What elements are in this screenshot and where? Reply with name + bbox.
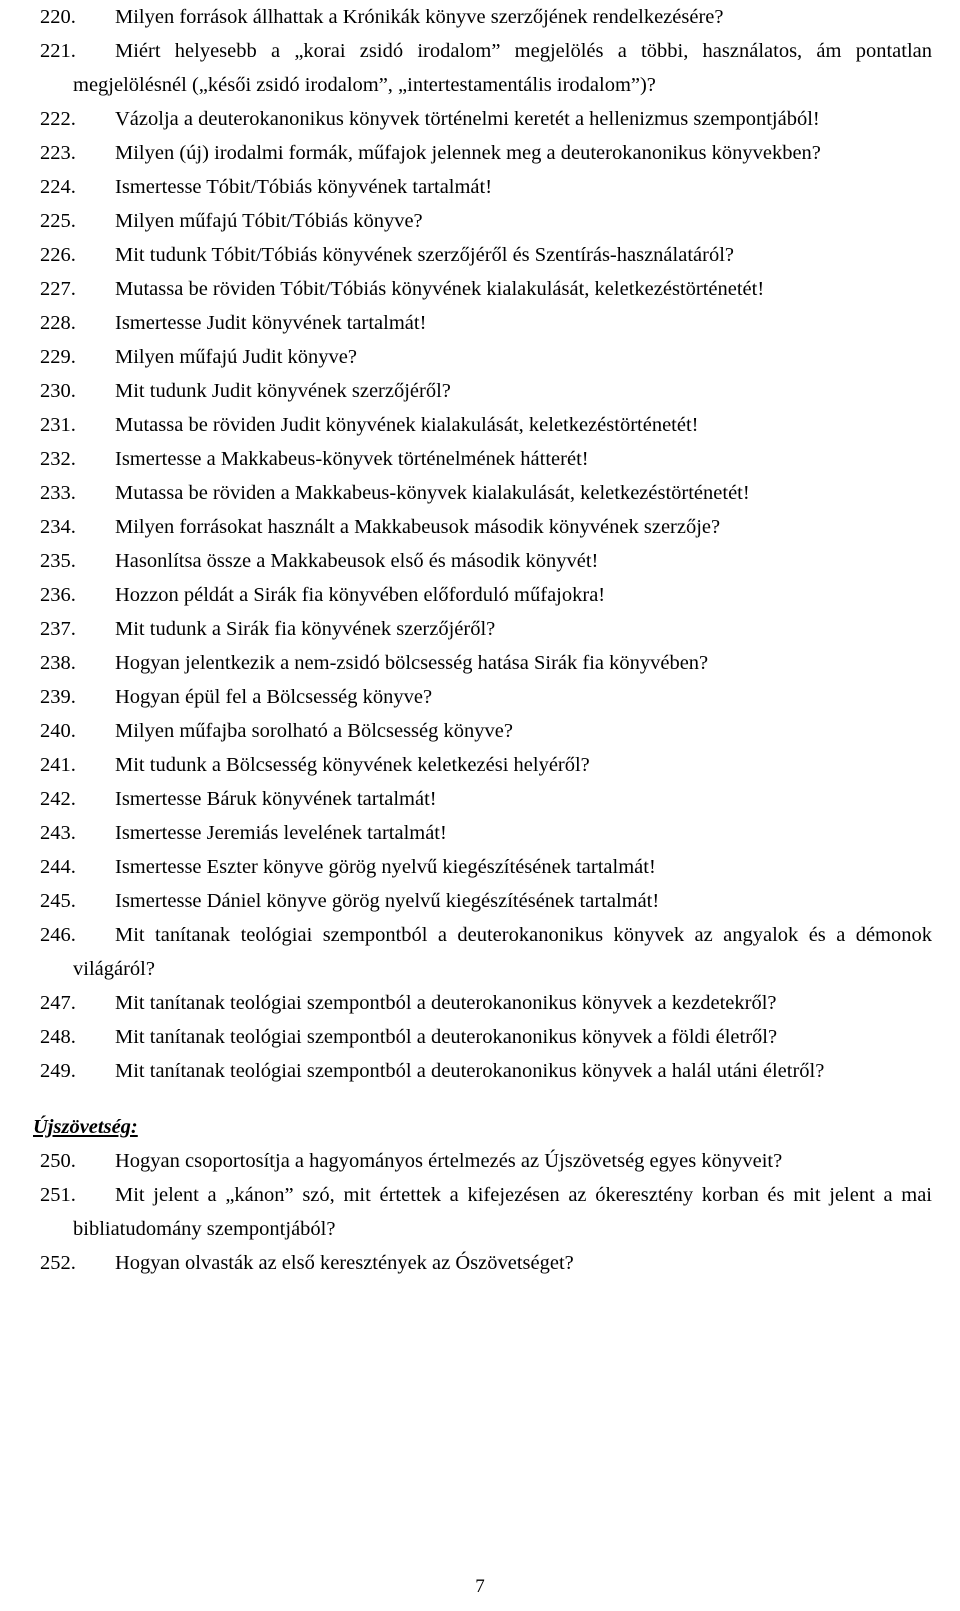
question-item <box>40 238 932 272</box>
question-number: 232. <box>40 448 76 470</box>
question-number: 250. <box>40 1150 76 1172</box>
question-text: Vázolja a deuterokanonikus könyvek történelmi keretét a hellenizmus szempontjából! <box>115 108 820 130</box>
question-number: 241. <box>40 754 76 776</box>
question-text: Miért helyesebb a „korai zsidó irodalom” megjelölés a többi, használatos, ám pontatlan megjelölésnél („késői zsidó irodalom”, „intertestamentális irodalom”)? <box>73 40 932 96</box>
question-item <box>40 374 932 408</box>
question-item <box>40 748 932 782</box>
question-item <box>40 442 932 476</box>
question-text: Ismertesse Dániel könyve görög nyelvű kiegészítésének tartalmát! <box>115 890 660 912</box>
question-number: 228. <box>40 312 76 334</box>
question-number: 225. <box>40 210 76 232</box>
question-number: 224. <box>40 176 76 198</box>
question-number: 243. <box>40 822 76 844</box>
question-item <box>40 578 932 612</box>
question-number: 230. <box>40 380 76 402</box>
question-number: 233. <box>40 482 76 504</box>
question-item <box>40 918 932 986</box>
question-number: 237. <box>40 618 76 640</box>
question-text: Mit tudunk Judit könyvének szerzőjéről? <box>115 380 451 402</box>
section-title: Újszövetség: <box>33 1116 138 1138</box>
question-item <box>40 34 932 102</box>
question-text: Mit tanítanak teológiai szempontból a deuterokanonikus könyvek az angyalok és a démonok világáról? <box>73 924 932 980</box>
question-item <box>40 204 932 238</box>
question-text: Mutassa be röviden a Makkabeus-könyvek kialakulását, keletkezéstörténetét! <box>115 482 750 504</box>
question-text: Milyen műfajú Judit könyve? <box>115 346 357 368</box>
question-number: 220. <box>40 6 76 28</box>
question-number: 236. <box>40 584 76 606</box>
question-number: 245. <box>40 890 76 912</box>
question-item <box>40 1246 932 1280</box>
question-list-old-testament <box>40 0 932 1088</box>
page-number: 7 <box>475 1576 485 1597</box>
question-text: Mit tudunk Tóbit/Tóbiás könyvének szerzőjéről és Szentírás-használatáról? <box>115 244 734 266</box>
question-number: 252. <box>40 1252 76 1274</box>
question-text: Ismertesse a Makkabeus-könyvek történelmének hátterét! <box>115 448 589 470</box>
question-text: Mit tanítanak teológiai szempontból a deuterokanonikus könyvek a kezdetekről? <box>115 992 777 1014</box>
question-number: 226. <box>40 244 76 266</box>
question-item <box>40 646 932 680</box>
question-item <box>40 612 932 646</box>
question-item <box>40 680 932 714</box>
question-item <box>40 0 932 34</box>
question-text: Ismertesse Judit könyvének tartalmát! <box>115 312 427 334</box>
question-text: Mutassa be röviden Tóbit/Tóbiás könyvének kialakulását, keletkezéstörténetét! <box>115 278 765 300</box>
question-number: 249. <box>40 1060 76 1082</box>
question-item <box>40 136 932 170</box>
question-number: 238. <box>40 652 76 674</box>
question-text: Ismertesse Báruk könyvének tartalmát! <box>115 788 437 810</box>
question-item <box>40 1178 932 1246</box>
question-text: Milyen forrásokat használt a Makkabeusok második könyvének szerzője? <box>115 516 721 538</box>
question-list-new-testament <box>40 1144 932 1280</box>
question-item <box>40 1144 932 1178</box>
question-item <box>40 986 932 1020</box>
question-text: Hogyan jelentkezik a nem-zsidó bölcsesség hatása Sirák fia könyvében? <box>115 652 709 674</box>
question-item <box>40 272 932 306</box>
question-number: 227. <box>40 278 76 300</box>
question-text: Mit tanítanak teológiai szempontból a deuterokanonikus könyvek a földi életről? <box>115 1026 778 1048</box>
question-text: Ismertesse Eszter könyve görög nyelvű kiegészítésének tartalmát! <box>115 856 656 878</box>
question-text: Mit tudunk a Sirák fia könyvének szerzőjéről? <box>115 618 496 640</box>
question-number: 248. <box>40 1026 76 1048</box>
question-item <box>40 782 932 816</box>
question-text: Mit tanítanak teológiai szempontból a deuterokanonikus könyvek a halál utáni életről? <box>115 1060 825 1082</box>
question-item <box>40 476 932 510</box>
question-text: Hogyan épül fel a Bölcsesség könyve? <box>115 686 433 708</box>
question-item <box>40 884 932 918</box>
question-item <box>40 306 932 340</box>
question-item <box>40 850 932 884</box>
question-number: 235. <box>40 550 76 572</box>
question-text: Hozzon példát a Sirák fia könyvében előforduló műfajokra! <box>115 584 606 606</box>
question-number: 251. <box>40 1184 76 1206</box>
question-item <box>40 714 932 748</box>
question-text: Mit tudunk a Bölcsesség könyvének keletkezési helyéről? <box>115 754 590 776</box>
question-number: 234. <box>40 516 76 538</box>
question-number: 239. <box>40 686 76 708</box>
question-item <box>40 340 932 374</box>
question-number: 221. <box>40 40 76 62</box>
question-item <box>40 544 932 578</box>
question-number: 244. <box>40 856 76 878</box>
document-content <box>33 0 932 1280</box>
question-number: 247. <box>40 992 76 1014</box>
question-text: Mit jelent a „kánon” szó, mit értettek a kifejezésen az ókeresztény korban és mit jelent a mai bibliatudomány szempontjából? <box>73 1184 932 1240</box>
question-text: Milyen műfajba sorolható a Bölcsesség könyve? <box>115 720 513 742</box>
question-text: Hogyan csoportosítja a hagyományos értelmezés az Újszövetség egyes könyveit? <box>115 1150 783 1172</box>
question-number: 222. <box>40 108 76 130</box>
question-item <box>40 102 932 136</box>
question-text: Hogyan olvasták az első keresztények az Ószövetséget? <box>115 1252 574 1274</box>
question-number: 231. <box>40 414 76 436</box>
question-item <box>40 170 932 204</box>
question-text: Ismertesse Jeremiás levelének tartalmát! <box>115 822 447 844</box>
question-item <box>40 816 932 850</box>
question-item <box>40 1020 932 1054</box>
question-text: Milyen (új) irodalmi formák, műfajok jelennek meg a deuterokanonikus könyvekben? <box>115 142 821 164</box>
question-item <box>40 1054 932 1088</box>
question-text: Hasonlítsa össze a Makkabeusok első és második könyvét! <box>115 550 599 572</box>
question-item <box>40 408 932 442</box>
question-text: Ismertesse Tóbit/Tóbiás könyvének tartalmát! <box>115 176 493 198</box>
question-text: Mutassa be röviden Judit könyvének kialakulását, keletkezéstörténetét! <box>115 414 699 436</box>
question-number: 229. <box>40 346 76 368</box>
question-text: Milyen műfajú Tóbit/Tóbiás könyve? <box>115 210 423 232</box>
question-number: 240. <box>40 720 76 742</box>
question-item <box>40 510 932 544</box>
question-number: 246. <box>40 924 76 946</box>
question-text: Milyen források állhattak a Krónikák könyve szerzőjének rendelkezésére? <box>115 6 724 28</box>
question-number: 223. <box>40 142 76 164</box>
question-number: 242. <box>40 788 76 810</box>
